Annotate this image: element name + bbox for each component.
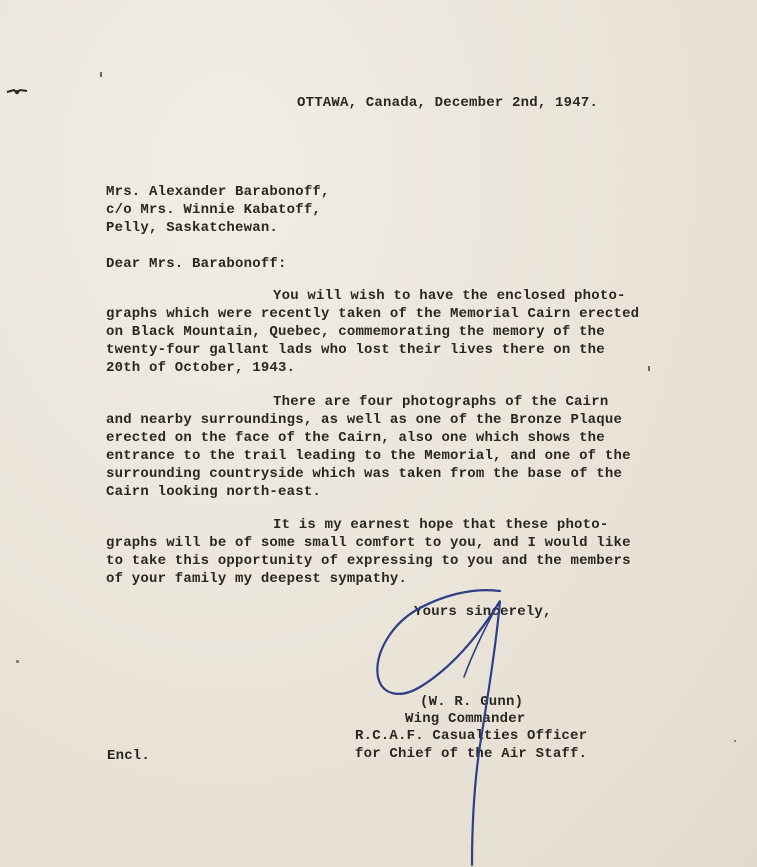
signer-name: (W. R. Gunn)	[420, 694, 524, 710]
paper-speck	[734, 740, 736, 742]
body-line: graphs will be of some small comfort to you, and I would like	[106, 535, 631, 551]
recipient-line: c/o Mrs. Winnie Kabatoff,	[106, 202, 322, 218]
body-line: and nearby surroundings, as well as one of the Bronze Plaque	[106, 412, 623, 428]
body-line: surrounding countryside which was taken from the base of the	[106, 466, 623, 482]
body-line: Cairn looking north-east.	[106, 484, 322, 500]
paper-speck	[16, 660, 19, 663]
margin-mark-icon	[6, 84, 28, 94]
body-line: You will wish to have the enclosed photo-	[273, 288, 626, 304]
paper-speck	[100, 72, 102, 77]
enclosure-note: Encl.	[107, 748, 151, 764]
recipient-line: Mrs. Alexander Barabonoff,	[106, 184, 330, 200]
body-line: It is my earnest hope that these photo-	[273, 517, 609, 533]
body-line: twenty-four gallant lads who lost their lives there on the	[106, 342, 605, 358]
body-line: on Black Mountain, Quebec, commemorating the memory of the	[106, 324, 605, 340]
body-line: erected on the face of the Cairn, also one which shows the	[106, 430, 605, 446]
paper-speck	[648, 366, 650, 371]
signer-office: for Chief of the Air Staff.	[355, 746, 588, 762]
signer-title: R.C.A.F. Casualties Officer	[355, 728, 588, 744]
body-line: to take this opportunity of expressing to you and the members	[106, 553, 631, 569]
body-line: graphs which were recently taken of the Memorial Cairn erected	[106, 306, 640, 322]
body-line: entrance to the trail leading to the Memorial, and one of the	[106, 448, 631, 464]
handwritten-signature	[360, 585, 520, 867]
recipient-line: Pelly, Saskatchewan.	[106, 220, 279, 236]
body-line: of your family my deepest sympathy.	[106, 571, 408, 587]
body-line: 20th of October, 1943.	[106, 360, 296, 376]
closing: Yours sincerely,	[414, 604, 552, 620]
salutation: Dear Mrs. Barabonoff:	[106, 256, 287, 272]
body-line: There are four photographs of the Cairn	[273, 394, 609, 410]
dateline: OTTAWA, Canada, December 2nd, 1947.	[297, 95, 599, 111]
signer-rank: Wing Commander	[405, 711, 526, 727]
